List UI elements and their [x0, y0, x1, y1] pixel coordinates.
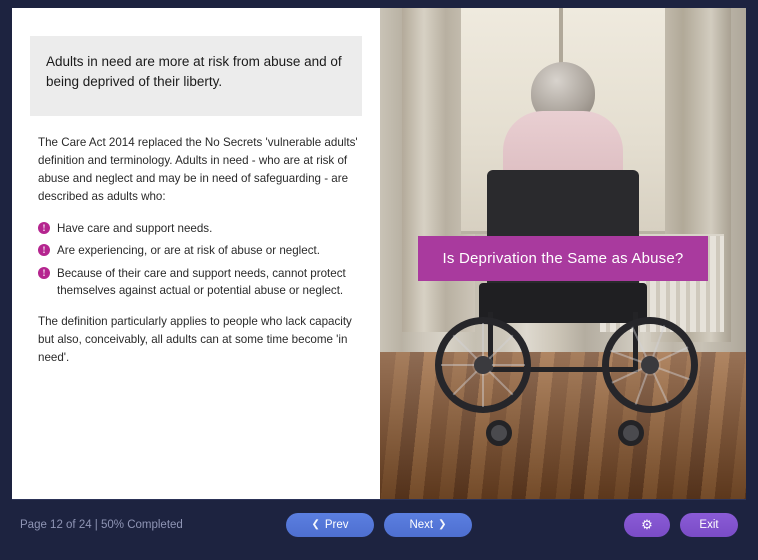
list-item-label: Have care and support needs. — [57, 221, 213, 235]
exclamation-icon: ! — [38, 244, 50, 256]
navigation-controls — [286, 513, 472, 537]
photo-wheel-left — [435, 317, 531, 413]
prev-button-label: Prev — [324, 518, 349, 531]
intro-paragraph: The Care Act 2014 replaced the No Secrets 'vulnerable adults' definition and terminology. Adults in need - who are at risk of abuse and neglect and may be in need of safeguarding - are described as adults who: — [38, 136, 358, 203]
list-item — [38, 242, 358, 259]
callout-text: Adults in need are more at risk from abuse and of being deprived of their liberty. — [46, 54, 342, 89]
exit-button-label: Exit — [699, 518, 719, 531]
list-item — [38, 265, 358, 300]
exclamation-icon: ! — [38, 267, 50, 279]
bullet-list — [38, 220, 358, 300]
settings-button[interactable] — [624, 513, 670, 537]
list-item-label: Because of their care and support needs, cannot protect themselves against actual or potential abuse or neglect. — [57, 266, 346, 298]
exclamation-icon: ! — [38, 222, 50, 234]
gear-icon: ⚙ — [641, 516, 653, 532]
progress-status: Page 12 of 24 | 50% Completed — [20, 518, 183, 531]
closing-paragraph: The definition particularly applies to people who lack capacity but also, conceivably, all adults can at some time become 'in need'. — [38, 315, 352, 365]
chevron-left-icon: ❮ — [311, 519, 320, 530]
slide-image-column — [380, 8, 746, 499]
prev-button[interactable] — [286, 513, 374, 537]
callout-box — [30, 36, 362, 116]
slide-text-column — [12, 8, 380, 499]
chevron-right-icon: ❯ — [438, 519, 447, 530]
next-button-label: Next — [409, 518, 434, 531]
image-caption-banner: Is Deprivation the Same as Abuse? — [418, 236, 708, 281]
exit-button[interactable] — [680, 513, 738, 537]
footer-actions — [624, 513, 738, 537]
list-item — [38, 220, 358, 237]
photo-caster-right — [618, 420, 644, 446]
wheelchair-photo — [380, 8, 746, 499]
player-footer — [12, 499, 746, 549]
list-item-label: Are experiencing, or are at risk of abuse or neglect. — [57, 244, 320, 258]
photo-wheel-hub — [641, 356, 659, 374]
slide-body — [28, 116, 364, 367]
slide-container — [12, 8, 746, 499]
next-button[interactable] — [384, 513, 472, 537]
